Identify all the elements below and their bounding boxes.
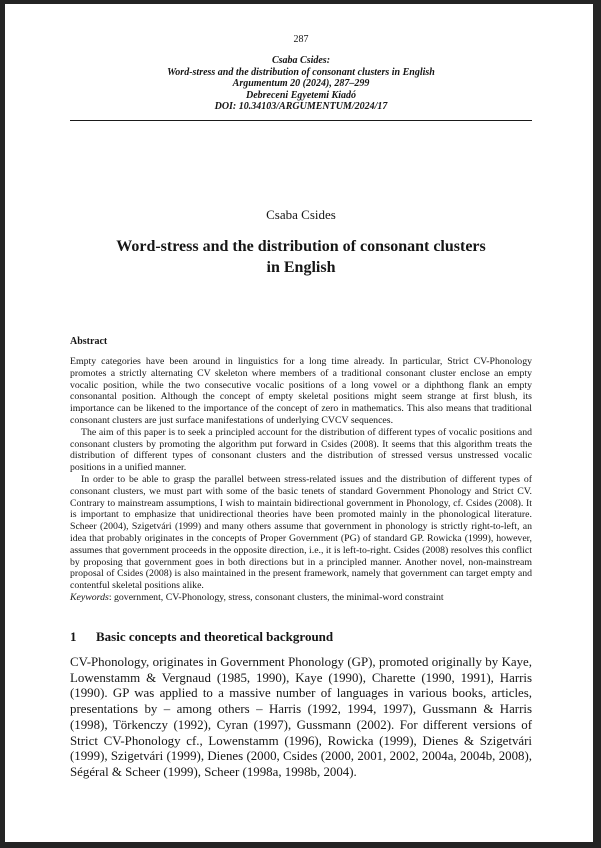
page-number: 287 — [293, 34, 309, 45]
running-head-journal: Argumentum 20 (2024), 287–299 — [232, 78, 370, 90]
section-heading — [70, 629, 532, 645]
running-head-author: Csaba Csides: — [271, 55, 331, 66]
article-title — [70, 236, 532, 278]
header-rule — [70, 120, 532, 121]
abstract-paragraph-1: Empty categories have been around in linguistics for a long time already. In particular, Strict CV-Phonology promotes a strictly alternating CV skeleton where members of a traditional consonant cluster enclose an empty vocalic position, while the two consecutive vocalic positions of a long vowel or a diphthong flank an empty consonantal position. Although the concept of empty skeletal positions might seem strange at first blush, its importance can be likened to the importance of the concept of zero in mathematics. This also means that traditional consonant clusters are just surface manifestations of underlying CVCV sequences. — [70, 355, 532, 426]
keywords-text: : government, CV-Phonology, stress, consonant clusters, the minimal-word constraint — [108, 591, 444, 603]
abstract-paragraph-2: The aim of this paper is to seek a principled account for the distribution of different types of vocalic positions and consonant clusters by promoting the algorithm put forward in Csides (2008). It seems that this algorithm treats the distribution of different types of consonant clusters and the distribution of stressed versus unstressed vocalic positions in a unified manner. — [70, 426, 532, 474]
article-title-line1: Word-stress and the distribution of consonant clusters — [116, 237, 486, 255]
running-head-title: Word-stress and the distribution of consonant clusters in English — [167, 66, 435, 78]
section-title: Basic concepts and theoretical background — [96, 628, 334, 644]
section-number: 1 — [70, 628, 77, 644]
running-head-doi: DOI: 10.34103/ARGUMENTUM/2024/17 — [214, 101, 388, 113]
article-title-line2: in English — [266, 258, 336, 276]
document-page — [5, 4, 593, 842]
author-name: Csaba Csides — [266, 206, 336, 222]
abstract-paragraph-3: In order to be able to grasp the parallel between stress-related issues and the distribution of different types of consonant clusters, we must part with some of the basic tenets of standard Government Phonology and Strict CV. Contrary to mainstream assumptions, I wish to maintain bidirectional government in Phonology, cf. Csides (2008). It is important to emphasize that unidirectional theories have been promoted mainly in the phonological literature. Scheer (2004), Szigetvári (1999) and many others assume that government in phonology is strictly right-to-left, an idea that probably originates in the concepts of Proper Government (PG) of standard GP. Rowicka (1999), however, assumes that government proceeds in the opposite direction, i.e., it is left-to-right. Csides (2008) resolves this conflict by proposing that government goes in both directions but in a principled manner. Another novel, non-mainstream proposal of Csides (2008) is also maintained in the present framework, namely that government can target empty and contentful skeletal positions alike. — [70, 473, 532, 592]
abstract-section — [70, 336, 532, 604]
keywords-line — [70, 592, 532, 604]
abstract-heading: Abstract — [70, 335, 108, 347]
running-head-publisher: Debreceni Egyetemi Kiadó — [246, 89, 356, 101]
keywords-label: Keywords — [70, 591, 109, 603]
running-head — [70, 55, 532, 113]
body-paragraph: CV-Phonology, originates in Government Phonology (GP), promoted originally by Kaye, Lowenstamm & Vergnaud (1985, 1990), Kaye (1990), Charette (1990, 1991), Harris (1990). GP was applied to a massive number of languages in various books, articles, presentations by – among others – Harris (1992, 1994, 1997), Gussmann & Harris (1998), Törkenczy (1992), Cyran (1997), Gussmann (2002). For different versions of Strict CV-Phonology cf., Lowenstamm (1996), Rowicka (1999), Dienes & Szigetvári (1999), Szigetvári (1999), Dienes (2000, Csides (2000, 2001, 2002, 2004a, 2004b, 2008), Ségéral & Scheer (1999), Scheer (1998a, 1998b, 2004). — [70, 654, 532, 780]
